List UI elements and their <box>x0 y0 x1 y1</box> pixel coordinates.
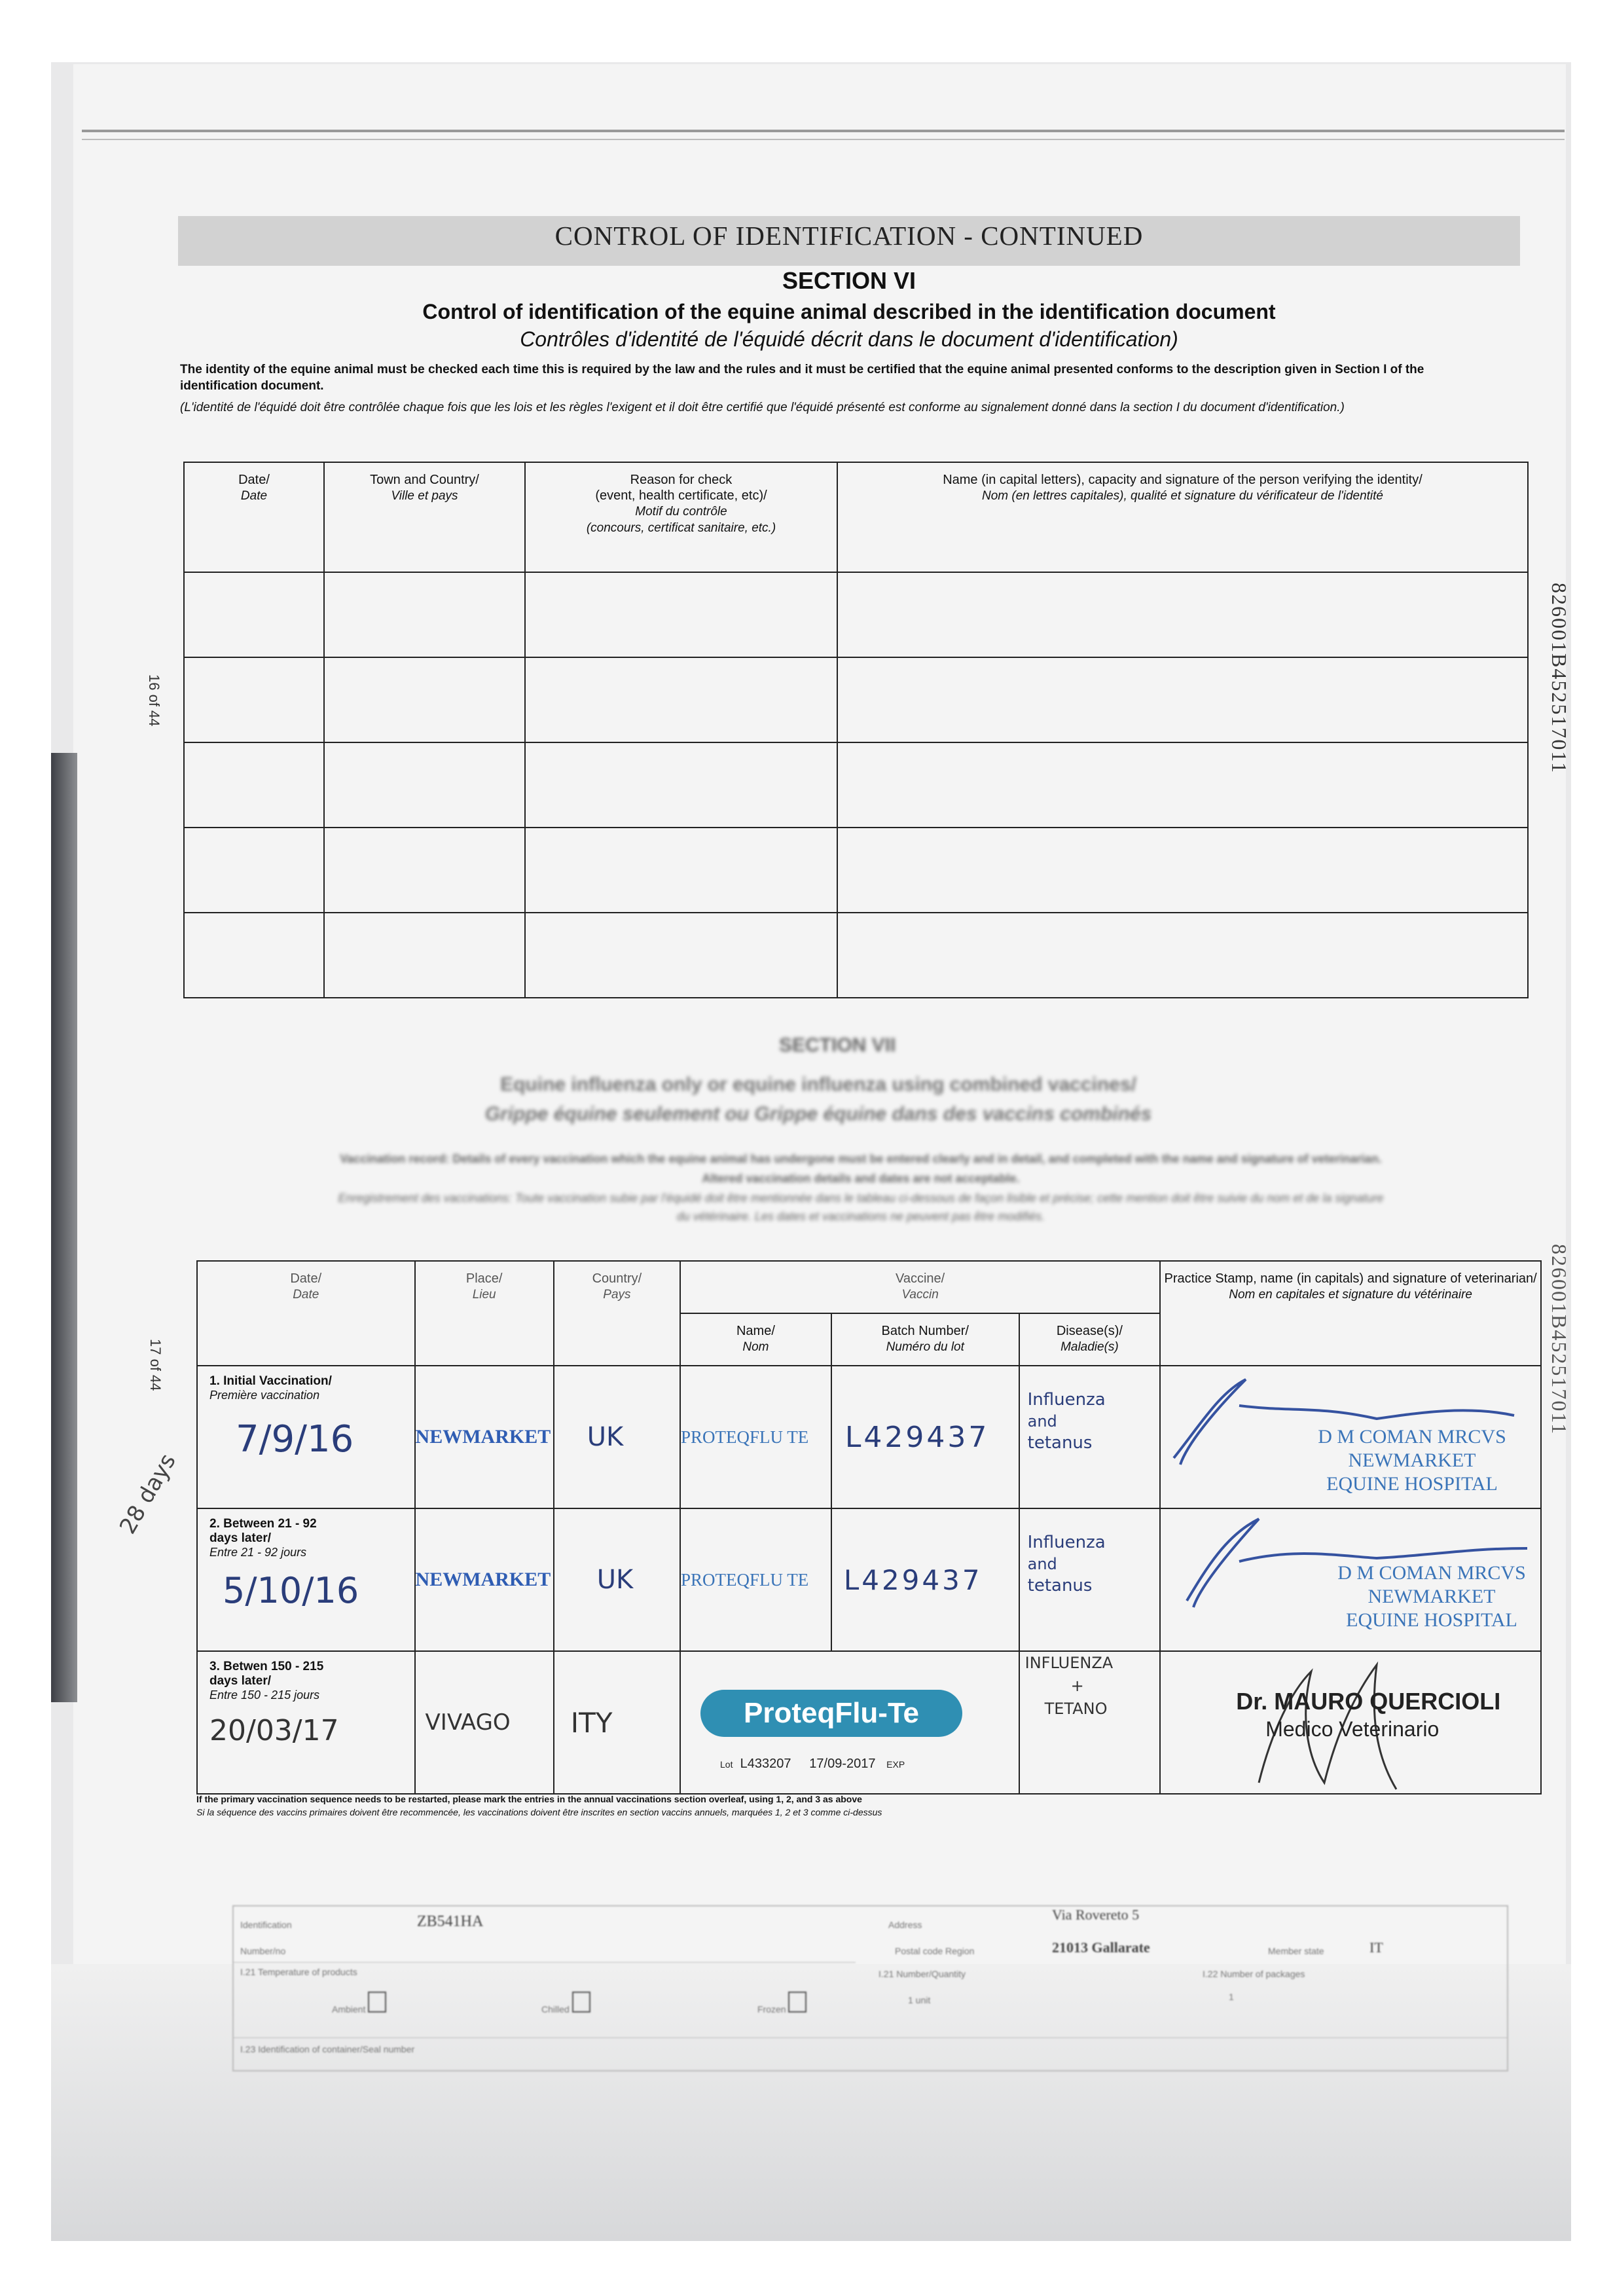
table-cell <box>837 657 1528 742</box>
form-id-label: Identification <box>240 1920 292 1930</box>
section-subtitle-fr: Contrôles d'identité de l'équidé décrit dans le document d'identification) <box>520 327 1178 351</box>
table-cell <box>525 828 837 913</box>
form-member-label: Member state <box>1268 1946 1324 1956</box>
table-row <box>197 1366 1541 1508</box>
row-date-cell: 1. Initial Vaccination/ Première vaccination 7/9/16 <box>197 1366 415 1508</box>
col-name-header: Name (in capital letters), capacity and signature of the person verifying the identity/ Nom (en lettres capitales), qualité et signature du vérificateur de l'identité <box>837 462 1528 572</box>
vcol-stamp-header: Practice Stamp, name (in capitals) and signature of veterinarian/ Nom en capitales et signature du vétérinaire <box>1160 1261 1541 1366</box>
top-rule <box>82 130 1565 132</box>
form-postal-label: Postal code Region <box>895 1946 975 1956</box>
table-cell <box>525 742 837 828</box>
row-country-cell: ITY <box>554 1651 680 1794</box>
form-id-value: ZB541HA <box>417 1913 484 1930</box>
vcol-vaccine-header: Vaccine/ Vaccin <box>680 1261 1160 1313</box>
handwritten-date: 7/9/16 <box>236 1418 354 1461</box>
form-number-label: Number/no <box>240 1946 286 1956</box>
table-cell <box>837 913 1528 998</box>
form-address-label: Address <box>888 1920 922 1930</box>
table-cell <box>837 742 1528 828</box>
table-cell <box>184 572 324 657</box>
section7-subtitle-fr: Grippe équine seulement ou Grippe équine dans des vaccins combinés <box>484 1103 1152 1125</box>
page-title: CONTROL OF IDENTIFICATION - CONTINUED <box>554 221 1144 251</box>
table-cell <box>184 657 324 742</box>
handwritten-note: 28 days <box>115 1449 181 1539</box>
vet-stamp-title: Medico Veterinario <box>1265 1717 1440 1741</box>
row-stamp-cell: D M COMAN MRCVS NEWMARKET EQUINE HOSPITAL <box>1160 1508 1541 1651</box>
vcol-country-header: Country/ Pays <box>554 1261 680 1366</box>
table-cell <box>324 742 525 828</box>
row-batch-cell: L429437 <box>831 1366 1019 1508</box>
row-place-cell: NEWMARKET <box>415 1508 554 1651</box>
row-disease-cell: Influenza and tetanus <box>1019 1366 1161 1508</box>
footnote-text: If the primary vaccination sequence needs to be restarted, please mark the entries in the annual vaccinations section overleaf, using 1, 2, and 3 as above <box>196 1794 862 1804</box>
row-country-cell: UK <box>554 1366 680 1508</box>
section-subtitle: Control of identification of the equine animal described in the identification document <box>422 300 1276 323</box>
passport-code: 826001B452517011 <box>1548 583 1571 774</box>
footnote-text-fr: Si la séquence des vaccins primaires doivent être recommencée, les vaccinations doivent être inscrites en section vaccins annuels, marquées 1, 2 et 3 comme ci-dessus <box>196 1807 882 1817</box>
table-cell <box>324 657 525 742</box>
table-cell <box>837 572 1528 657</box>
section7-record-text-fr-2: du vétérinaire. Les dates et vaccinations ne peuvent pas être modifiés. <box>676 1210 1045 1223</box>
intro-text: The identity of the equine animal must be checked each time this is required by the law and the rules and it must be certified that the equine animal presented conforms to the description given in Section I of the identification document. <box>180 363 1424 393</box>
table-cell <box>324 828 525 913</box>
col-reason-header: Reason for check (event, health certificate, etc)/ Motif du contrôle (concours, certificat sanitaire, etc.) <box>525 462 837 572</box>
form-chilled: Chilled <box>541 1992 590 2014</box>
row-date-cell: 3. Betwen 150 - 215 days later/ Entre 150 - 215 jours 20/03/17 <box>197 1651 415 1794</box>
handwritten-date: 20/03/17 <box>209 1714 339 1747</box>
form-qty-value: 1 unit <box>908 1995 931 2005</box>
col-town-header: Town and Country/ Ville et pays <box>324 462 525 572</box>
row-stamp-cell: D M COMAN MRCVS NEWMARKET EQUINE HOSPITAL <box>1160 1366 1541 1508</box>
form-pkg-label: I.22 Number of packages <box>1203 1969 1305 1979</box>
row-place-cell: VIVAGO <box>415 1651 554 1794</box>
table-cell <box>525 657 837 742</box>
table-cell <box>184 913 324 998</box>
table-cell <box>324 913 525 998</box>
vcol-disease-header: Disease(s)/ Maladie(s) <box>1019 1313 1161 1366</box>
vcol-name-header: Name/ Nom <box>680 1313 831 1366</box>
row-batch-cell: L429437 <box>831 1508 1019 1651</box>
page-number-16: 16 of 44 <box>146 674 162 727</box>
table-cell <box>525 913 837 998</box>
form-temp-label: I.21 Temperature of products <box>240 1967 357 1977</box>
vcol-date-header: Date/ Date <box>197 1261 415 1366</box>
page-number-17: 17 of 44 <box>147 1339 164 1391</box>
form-member-value: IT <box>1369 1939 1383 1956</box>
row-vaccine-label-cell <box>680 1651 1019 1794</box>
row-stamp-cell <box>1160 1651 1541 1794</box>
form-frozen: Frozen <box>757 1992 806 2014</box>
binding-shadow <box>51 753 77 1702</box>
form-qty-label: I.21 Number/Quantity <box>879 1969 966 1979</box>
handwritten-date: 5/10/16 <box>223 1570 359 1611</box>
row-disease-cell: Influenza and tetanus <box>1019 1508 1161 1651</box>
row-disease-cell: INFLUENZA + TETANO <box>1019 1651 1161 1794</box>
vcol-place-header: Place/ Lieu <box>415 1261 554 1366</box>
section7-subtitle: Equine influenza only or equine influenza using combined vaccines/ <box>500 1074 1136 1095</box>
form-container-label: I.23 Identification of container/Seal number <box>240 2044 415 2054</box>
form-pkg-value: 1 <box>1229 1992 1234 2002</box>
row-place-cell: NEWMARKET <box>415 1366 554 1508</box>
vet-stamp-name: Dr. MAURO QUERCIOLI <box>1236 1688 1501 1715</box>
table-cell <box>184 828 324 913</box>
table-row <box>197 1508 1541 1651</box>
table-cell <box>184 742 324 828</box>
shipping-form <box>232 1905 1508 2071</box>
vaccine-sticker-logo: ProteqFlu-Te <box>700 1690 962 1737</box>
table-cell <box>525 572 837 657</box>
identification-table <box>183 462 1529 998</box>
form-address-value: Via Rovereto 5 <box>1052 1906 1140 1923</box>
vaccine-sticker-lot: Lot L433207 17/09-2017 EXP <box>720 1757 905 1771</box>
top-rule-2 <box>82 139 1565 140</box>
intro-text-fr: (L'identité de l'équidé doit être contrôlée chaque fois que les lois et les règles l'exigent et il doit être certifié que l'équidé présenté est conforme au signalement donné dans la section I du document d'identification.) <box>180 401 1345 414</box>
col-date-header: Date/ Date <box>184 462 324 572</box>
row-date-cell: 2. Between 21 - 92 days later/ Entre 21 - 92 jours 5/10/16 <box>197 1508 415 1651</box>
section7-record-text-fr: Enregistrement des vaccinations: Toute vaccination subie par l'équidé doit être mentionnée dans le tableau ci-dessous de façon lisible et précise; cette mention doit être suivie du nom et de la signature <box>338 1192 1384 1205</box>
form-postal-value: 21013 Gallarate <box>1052 1939 1150 1956</box>
section7-record-text: Vaccination record: Details of every vaccination which the equine animal has undergone must be entered clearly and in detail, and completed with the name and signature of veterinarian. <box>340 1152 1382 1165</box>
section-heading: SECTION VI <box>782 267 916 294</box>
row-country-cell: UK <box>554 1508 680 1651</box>
row-name-cell: PROTEQFLU TE <box>680 1366 831 1508</box>
section7-record-text-2: Altered vaccination details and dates are not acceptable. <box>702 1172 1020 1185</box>
table-row <box>197 1651 1541 1794</box>
table-cell <box>324 572 525 657</box>
form-ambient: Ambient <box>332 1992 386 2014</box>
vcol-batch-header: Batch Number/ Numéro du lot <box>831 1313 1019 1366</box>
table-cell <box>837 828 1528 913</box>
passport-code-2: 826001B452517011 <box>1548 1244 1571 1436</box>
section7-heading: SECTION VII <box>779 1034 896 1056</box>
row-name-cell: PROTEQFLU TE <box>680 1508 831 1651</box>
vaccination-table <box>196 1260 1542 1795</box>
